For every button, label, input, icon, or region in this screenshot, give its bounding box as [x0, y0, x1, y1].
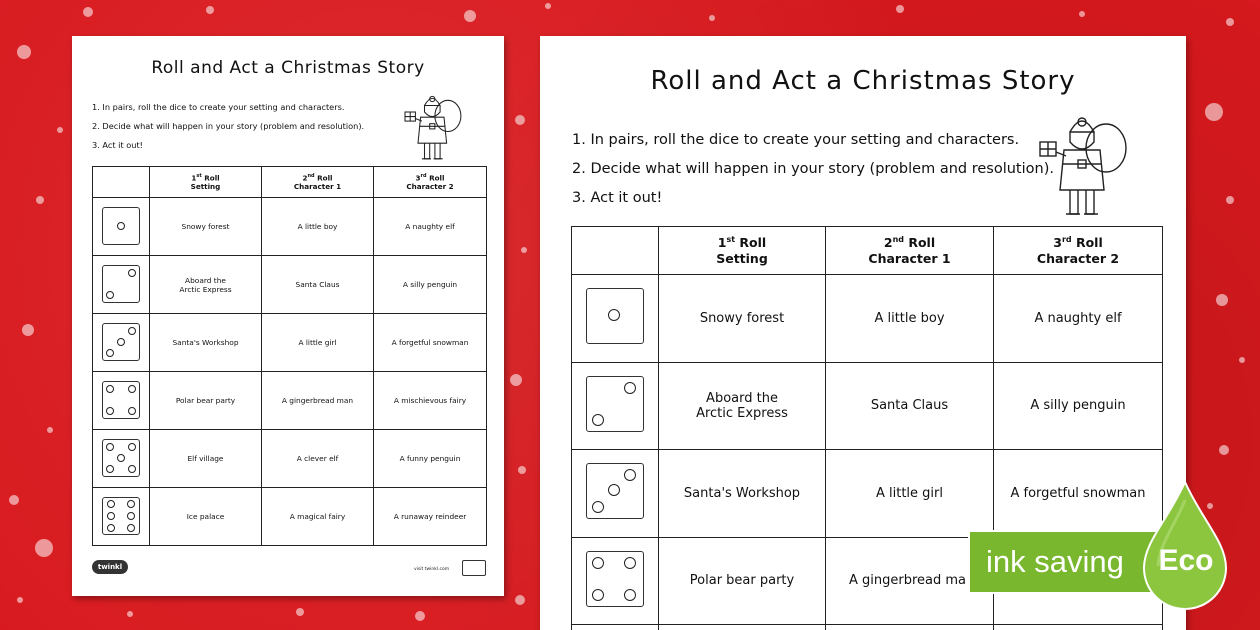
- instruction-1: 1. In pairs, roll the dice to create your setting and characters.: [572, 132, 1020, 148]
- setting-cell: Aboard the Arctic Express: [150, 256, 262, 314]
- instructions-list: [92, 102, 364, 159]
- character-2-cell: A forgetful snowman: [994, 450, 1163, 538]
- setting-cell: Santa's Workshop: [150, 314, 262, 372]
- worksheet-preview-small: [72, 36, 504, 596]
- santa-illustration: [398, 86, 464, 164]
- ink-saving-banner: ink saving: [968, 530, 1168, 594]
- instruction-3: 3. Act it out!: [572, 190, 663, 206]
- die-face-3-icon: [102, 323, 140, 361]
- header-character-1: 2nd Roll Character 1: [826, 227, 994, 275]
- character-2-cell: A silly penguin: [374, 256, 487, 314]
- instruction-3: 3. Act it out!: [92, 140, 143, 150]
- die-face-5-icon: [102, 439, 140, 477]
- setting-cell: Polar bear party: [150, 372, 262, 430]
- table-row: [572, 275, 1163, 363]
- character-2-cell: A funny penguin: [374, 430, 487, 488]
- table-row: [93, 256, 487, 314]
- die-face-1-icon: [102, 207, 140, 245]
- santa-illustration: [1030, 102, 1130, 222]
- table-row: [93, 488, 487, 546]
- setting-cell: Elf village: [150, 430, 262, 488]
- header-blank: [93, 167, 150, 198]
- die-face-2-icon: [586, 376, 644, 432]
- character-1-cell: A gingerbread ma: [826, 537, 994, 625]
- worksheet-title: Roll and Act a Christmas Story: [151, 58, 425, 78]
- character-1-cell: Santa Claus: [262, 256, 374, 314]
- table-row: [93, 198, 487, 256]
- table-row: [572, 625, 1163, 630]
- table-row: [572, 450, 1163, 538]
- instruction-1: 1. In pairs, roll the dice to create your setting and characters.: [92, 102, 345, 112]
- setting-cell: Polar bear party: [659, 537, 826, 625]
- header-character-1: 2nd Roll Character 1: [262, 167, 374, 198]
- character-2-cell: A forgetful snowman: [374, 314, 487, 372]
- character-2-cell: A naughty elf: [994, 275, 1163, 363]
- instruction-2: 2. Decide what will happen in your story (problem and resolution).: [92, 121, 365, 131]
- header-character-2: 3rd Roll Character 2: [994, 227, 1163, 275]
- worksheet-title: Roll and Act a Christmas Story: [650, 66, 1076, 96]
- setting-cell: Snowy forest: [659, 275, 826, 363]
- header-character-2: 3rd Roll Character 2: [374, 167, 487, 198]
- character-1-cell: A little boy: [262, 198, 374, 256]
- footer-badge-icon: [462, 560, 486, 576]
- die-face-2-icon: [102, 265, 140, 303]
- character-2-cell: A silly penguin: [994, 362, 1163, 450]
- character-1-cell: A little girl: [826, 450, 994, 538]
- character-1-cell: A little boy: [826, 275, 994, 363]
- roll-table: [92, 166, 487, 546]
- eco-label: Eco: [1158, 544, 1214, 577]
- instructions-list: [572, 132, 1054, 219]
- character-2-cell: A naughty elf: [374, 198, 487, 256]
- table-row: [572, 362, 1163, 450]
- character-1-cell: A little girl: [262, 314, 374, 372]
- die-face-3-icon: [586, 463, 644, 519]
- instruction-2: 2. Decide what will happen in your story (problem and resolution).: [572, 161, 1054, 177]
- table-row: [93, 314, 487, 372]
- character-1-cell: Santa Claus: [826, 362, 994, 450]
- die-face-4-icon: [586, 551, 644, 607]
- header-setting: 1st Roll Setting: [150, 167, 262, 198]
- die-face-4-icon: [102, 381, 140, 419]
- setting-cell: Snowy forest: [150, 198, 262, 256]
- header-row: [93, 167, 487, 198]
- setting-cell: Ice palace: [150, 488, 262, 546]
- ink-saving-eco-badge: [968, 530, 1248, 594]
- character-1-cell: A magical fairy: [262, 488, 374, 546]
- character-2-cell: A runaway reindeer: [374, 488, 487, 546]
- die-face-1-icon: [586, 288, 644, 344]
- header-blank: [572, 227, 659, 275]
- header-row: [572, 227, 1163, 275]
- character-2-cell: A mischievous fairy: [374, 372, 487, 430]
- header-setting: 1st Roll Setting: [659, 227, 826, 275]
- table-row: [93, 372, 487, 430]
- footer-url: visit twinkl.com: [414, 567, 450, 572]
- table-row: [93, 430, 487, 488]
- twinkl-logo: twinkl: [92, 560, 128, 574]
- character-1-cell: A clever elf: [262, 430, 374, 488]
- die-face-6-icon: [102, 497, 140, 535]
- setting-cell: Santa's Workshop: [659, 450, 826, 538]
- setting-cell: Aboard the Arctic Express: [659, 362, 826, 450]
- character-1-cell: A gingerbread man: [262, 372, 374, 430]
